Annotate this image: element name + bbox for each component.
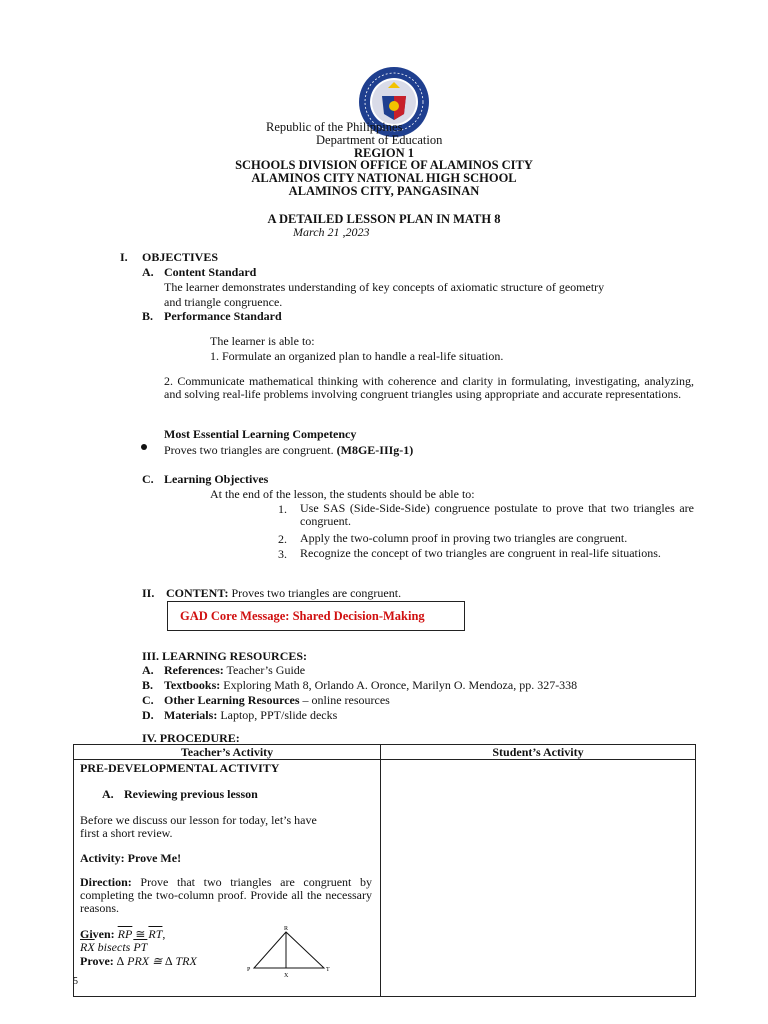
melc-text: Proves two triangles are congruent. (164, 443, 334, 457)
pre-developmental-heading: PRE-DEVELOPMENTAL ACTIVITY (80, 761, 280, 775)
gad-message-box (167, 601, 465, 631)
gad-message: GAD Core Message: Shared Decision-Making (180, 609, 425, 623)
resource-c-text: – online resources (302, 693, 390, 707)
learning-objectives-letter: C. (142, 472, 154, 486)
prove-line (80, 954, 197, 969)
intro-line-1: Before we discuss our lesson for today, let’s have (80, 813, 317, 827)
header-division: SCHOOLS DIVISION OFFICE OF ALAMINOS CITY (235, 158, 533, 172)
header-region: REGION 1 (353, 146, 415, 160)
resource-c (164, 693, 390, 708)
content-standard-line2: and triangle congruence. (164, 295, 283, 309)
given-label: Given: (80, 927, 115, 941)
intro-line-2: first a short review. (80, 826, 173, 840)
teacher-activity-cell (74, 760, 381, 997)
student-activity-cell (381, 760, 696, 997)
melc-item (164, 443, 413, 458)
bisect-seg-pt: $\overline{PT}$ (133, 940, 148, 954)
page-mark: 5 (73, 976, 78, 987)
resources-heading: III. LEARNING RESOURCES: (142, 649, 308, 663)
performance-item-1: 1. Formulate an organized plan to handle a real-life situation. (210, 349, 504, 363)
lo-item-3-text: Recognize the concept of two triangles are congruent in real-life situations. (300, 546, 661, 560)
label-x: X (284, 973, 289, 979)
activity-title: Activity: Prove Me! (80, 851, 182, 865)
header-location: ALAMINOS CITY, PANGASINAN (288, 184, 480, 198)
given-congruent: ≅ (132, 927, 149, 941)
resource-d-label: Materials: (164, 708, 218, 722)
content-text: Proves two triangles are congruent. (231, 586, 402, 600)
given-seg-rt: $\overline{RT}$ (148, 927, 163, 941)
melc-label: Most Essential Learning Competency (164, 427, 357, 441)
header-republic: Republic of the Philippines (266, 120, 403, 134)
prove-text: ∆ PRX ≅ ∆ TRX (116, 954, 197, 968)
reviewing-heading: Reviewing previous lesson (124, 787, 258, 801)
learning-objectives-intro: At the end of the lesson, the students should be able to: (210, 487, 475, 501)
resource-b-label: Textbooks: (164, 678, 221, 692)
performance-intro: The learner is able to: (210, 334, 315, 348)
sub-letter: A. (102, 787, 114, 801)
objectives-heading: OBJECTIVES (142, 250, 219, 264)
performance-standard-letter: B. (142, 309, 154, 323)
lo-item-2-num: 2. (278, 532, 287, 546)
content-label: CONTENT: (166, 586, 229, 600)
given-comma: , (162, 927, 166, 941)
content-standard-line1: The learner demonstrates understanding of key concepts of axiomatic structure of geometry (164, 280, 605, 294)
lo-item-3-num: 3. (278, 547, 287, 561)
resource-b-text: Exploring Math 8, Orlando A. Oronce, Marilyn O. Mendoza, pp. 327-338 (223, 678, 578, 692)
label-t: T (326, 967, 330, 973)
direction-text: Prove that two triangles are congruent by completing the two-column proof. Provide all the necessary reasons. (80, 875, 373, 915)
resource-c-label: Other Learning Resources (164, 693, 300, 707)
content-num: II. (142, 586, 155, 600)
lo-item-1-num: 1. (278, 502, 287, 516)
header-department: Department of Education (316, 133, 443, 147)
melc-code: (M8GE-IIIg-1) (336, 443, 414, 457)
objectives-num: I. (120, 250, 128, 264)
resource-b (164, 678, 577, 693)
learning-objectives-label: Learning Objectives (164, 472, 269, 486)
resource-a-label: References: (164, 663, 224, 677)
resource-c-letter: C. (142, 693, 154, 707)
resource-d-text: Laptop, PPT/slide decks (220, 708, 338, 722)
direction-label: Direction: (80, 875, 132, 889)
lesson-date: March 21 ,2023 (293, 225, 370, 239)
resource-d (164, 708, 337, 723)
direction (80, 876, 372, 915)
lo-item-1-text: Use SAS (Side-Side-Side) congruence postulate to prove that two triangles are congruent. (300, 501, 694, 528)
bisect-text: bisects (94, 940, 134, 954)
triangle-figure (244, 924, 334, 980)
bisect-line (80, 940, 147, 955)
resource-a-text: Teacher’s Guide (226, 663, 306, 677)
header-school: ALAMINOS CITY NATIONAL HIGH SCHOOL (251, 171, 517, 185)
content-standard-letter: A. (142, 265, 154, 279)
content-line (166, 586, 401, 601)
performance-standard-label: Performance Standard (164, 309, 282, 323)
procedure-heading: IV. PROCEDURE: (142, 731, 240, 745)
resource-b-letter: B. (142, 678, 154, 692)
procedure-table (73, 744, 696, 997)
label-p: P (247, 967, 251, 973)
lo-item-2-text: Apply the two-column proof in proving two triangles are congruent. (300, 531, 628, 545)
col-student-header: Student’s Activity (381, 745, 696, 760)
given-seg-rp: $\overline{RP}$ (117, 927, 133, 941)
content-standard-label: Content Standard (164, 265, 257, 279)
performance-item-2: 2. Communicate mathematical thinking with coherence and clarity in formulating, investigating, analyzing, and solving real-life problems involving congruent triangles using appropriate and accurate representations. (164, 374, 694, 401)
resource-a (164, 663, 305, 678)
prove-label: Prove: (80, 954, 114, 968)
bisect-seg-rx: $\overline{RX}$ (80, 940, 95, 954)
col-teacher-header: Teacher’s Activity (74, 745, 381, 760)
bullet-icon (141, 444, 147, 450)
lesson-plan-title: A DETAILED LESSON PLAN IN MATH 8 (267, 212, 501, 226)
resource-d-letter: D. (142, 708, 154, 722)
label-r: R (284, 926, 289, 932)
resource-a-letter: A. (142, 663, 154, 677)
